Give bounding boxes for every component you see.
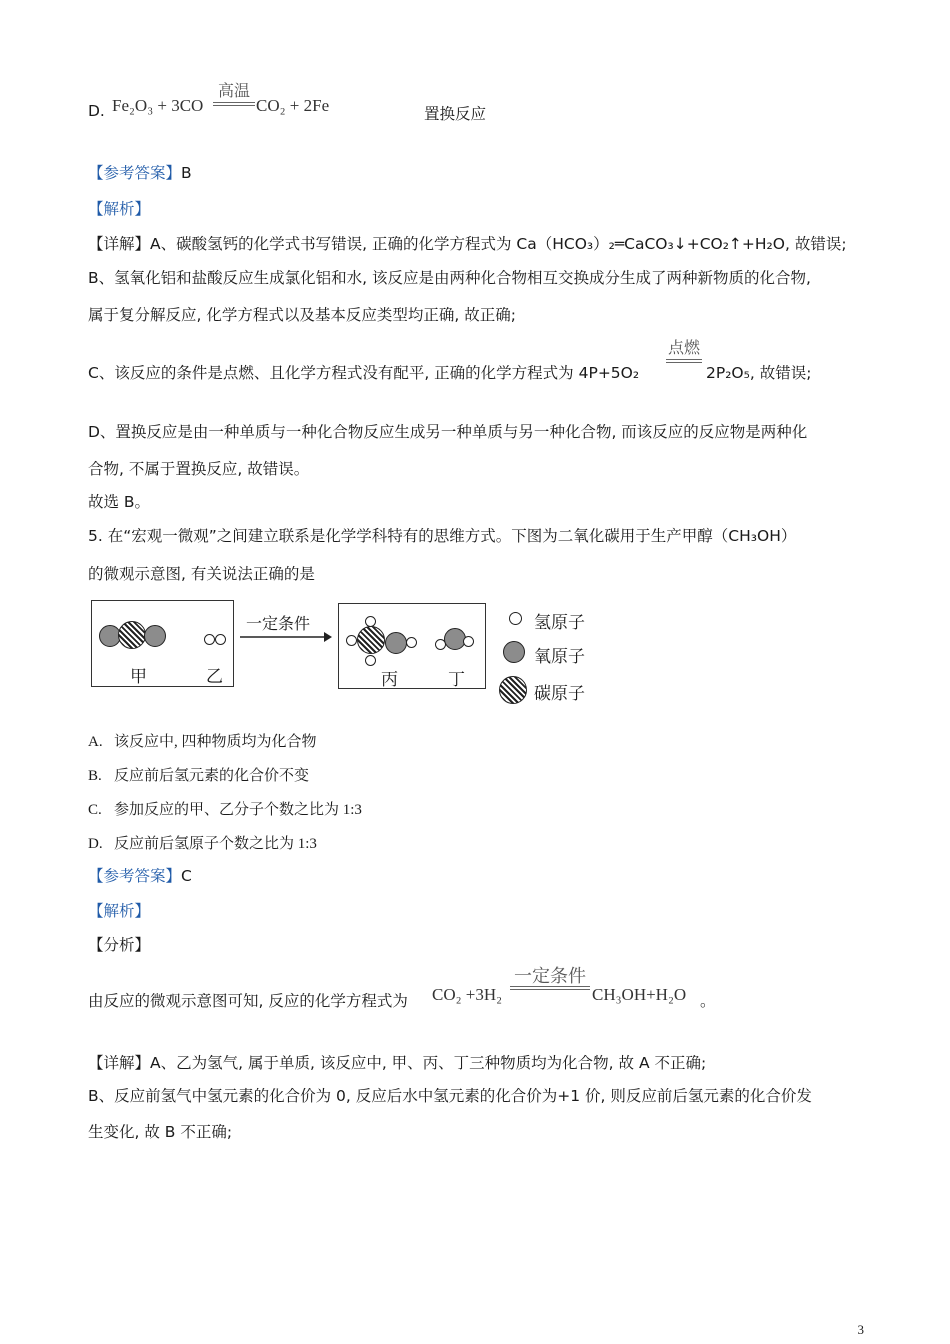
oxygen-atom (144, 625, 166, 647)
option-label: A. (88, 734, 103, 750)
q5-eq-right: CH₃OH+H₂O (592, 985, 687, 1004)
q5-eq-left: CO₂ +3H₂ (432, 985, 503, 1004)
q5-fenxi-label: 【分析】 (88, 936, 151, 954)
option-d-row (88, 101, 105, 121)
q5-eq-end: 。 (700, 992, 716, 1010)
hydrogen-atom (406, 637, 417, 648)
q5-eq-condition-text: 一定条件 (514, 966, 586, 986)
q5-fenxi-text: 由反应的微观示意图可知, 反应的化学方程式为 (88, 992, 408, 1010)
arrow-label: 一定条件 (246, 614, 311, 633)
q5-answer (88, 866, 192, 886)
legend-oxygen-label: 氧原子 (534, 647, 585, 667)
label-yi: 乙 (206, 667, 223, 687)
option-a (88, 730, 317, 751)
prev-detail-d2: 合物, 不属于置换反应, 故错误。 (88, 460, 310, 478)
carbon-atom (118, 621, 146, 649)
detail-label: 【详解】 (88, 235, 151, 253)
carbon-atom (357, 626, 385, 654)
answer-value: B (181, 164, 192, 182)
option-text: 参加反应的甲、乙分子个数之比为 1:3 (114, 802, 362, 818)
q5-detail-b2: 生变化, 故 B 不正确; (88, 1123, 233, 1141)
answer-label: 【参考答案】 (88, 867, 182, 885)
detail-a-text: A、碳酸氢钙的化学式书写错误, 正确的化学方程式为 Ca（HCO₃）₂═CaCO₃↓+CO₂↑+H₂O, 故错误; (150, 235, 847, 253)
q5-stem-line1 (88, 526, 796, 546)
prev-detail-c-right: 2P₂O₅, 故错误; (706, 364, 812, 382)
option-d-equation-left: Fe₂O₃ + 3CO (112, 96, 204, 115)
hydrogen-atom (365, 655, 376, 666)
legend-oxygen-icon (503, 641, 525, 663)
option-b (88, 764, 309, 785)
option-d-condition (213, 84, 255, 106)
option-d-condition-text: 高温 (217, 83, 250, 100)
analysis-label: 【解析】 (88, 200, 151, 218)
equals-sign (666, 359, 702, 363)
option-d (88, 832, 317, 853)
hydrogen-atom (463, 636, 474, 647)
q5-eq-condition (510, 968, 590, 990)
answer-label: 【参考答案】 (88, 164, 182, 182)
option-c (88, 798, 362, 819)
q5-stem-line2: 的微观示意图, 有关说法正确的是 (88, 565, 315, 583)
option-label: D. (88, 836, 103, 852)
label-jia: 甲 (130, 667, 147, 687)
oxygen-atom (385, 632, 407, 654)
option-label: C. (88, 802, 102, 818)
detail-c-condition (666, 341, 702, 363)
option-d-equation-right: CO₂ + 2Fe (256, 96, 330, 115)
legend-carbon-label: 碳原子 (534, 684, 585, 704)
detail-c-condition-text: 点燃 (667, 340, 700, 357)
q5-number: 5. (88, 527, 103, 545)
prev-conclusion: 故选 B。 (88, 493, 151, 511)
legend-hydrogen-label: 氢原子 (534, 613, 585, 633)
option-label: B. (88, 768, 102, 784)
option-d-label: D. (88, 102, 105, 120)
prev-detail-b1: B、氢氧化铝和盐酸反应生成氯化铝和水, 该反应是由两种化合物相互交换成分生成了两种新物质的化合物, (88, 269, 811, 287)
q5-detail-a (88, 1053, 706, 1073)
legend-carbon-icon (499, 676, 527, 704)
q5-analysis-label: 【解析】 (88, 902, 151, 920)
equals-sign (510, 986, 590, 990)
prev-answer (88, 163, 192, 183)
prev-detail-a (88, 234, 847, 254)
hydrogen-atom (204, 634, 215, 645)
answer-value: C (181, 867, 192, 885)
reaction-arrow (240, 631, 332, 643)
option-text: 反应前后氢元素的化合价不变 (114, 768, 310, 784)
page-number: 3 (857, 1322, 864, 1337)
option-text: 反应前后氢原子个数之比为 1:3 (114, 836, 317, 852)
option-text: 该反应中, 四种物质均为化合物 (114, 734, 317, 750)
option-d-type: 置换反应 (424, 105, 487, 123)
label-ding: 丁 (448, 670, 465, 690)
prev-detail-d1: D、置换反应是由一种单质与一种化合物反应生成另一种单质与另一种化合物, 而该反应的反应物是两种化 (88, 423, 808, 441)
detail-label: 【详解】 (88, 1054, 151, 1072)
hydrogen-atom (215, 634, 226, 645)
label-bing: 丙 (381, 670, 398, 690)
prev-detail-c-left: C、该反应的条件是点燃、且化学方程式没有配平, 正确的化学方程式为 4P+5O₂ (88, 364, 640, 382)
detail-a-text: A、乙为氢气, 属于单质, 该反应中, 甲、丙、丁三种物质均为化合物, 故 A 不正确; (150, 1054, 707, 1072)
prev-detail-b2: 属于复分解反应, 化学方程式以及基本反应类型均正确, 故正确; (88, 306, 516, 324)
legend-hydrogen-icon (509, 612, 522, 625)
hydrogen-atom (346, 635, 357, 646)
equals-sign (213, 102, 255, 106)
q5-detail-b1: B、反应前氢气中氢元素的化合价为 0, 反应后水中氢元素的化合价为+1 价, 则反应前后氢元素的化合价发 (88, 1087, 812, 1105)
q5-stem1-text: 在“宏观一微观”之间建立联系是化学学科特有的思维方式。下图为二氧化碳用于生产甲醇（CH₃OH） (107, 527, 797, 545)
